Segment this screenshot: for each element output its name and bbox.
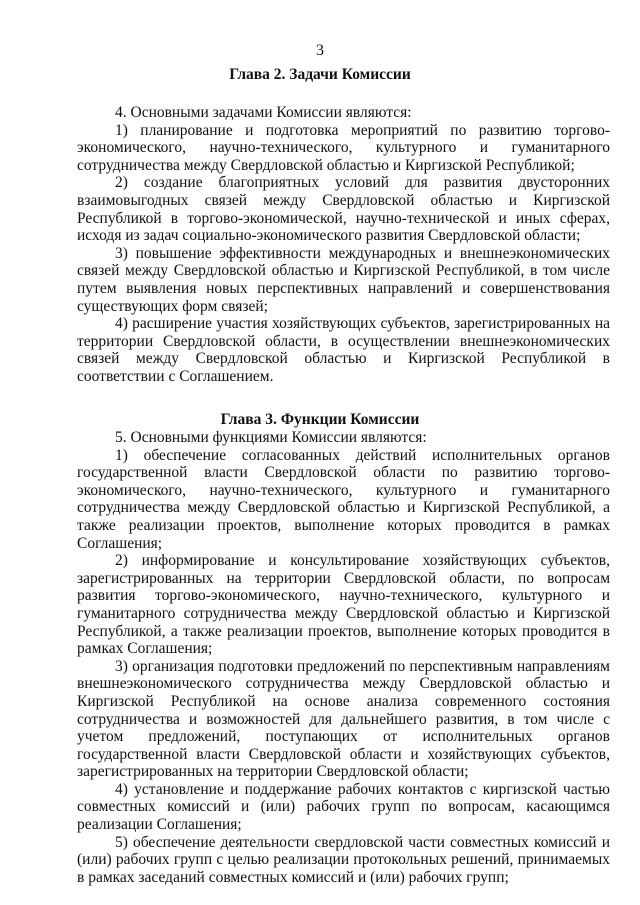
paragraph: 3) организация подготовки предложений по перспективным направлениям внешнеэкономического сотрудничества между Свердловской областью и Киргизской Республикой на основе анализа современного состояния сотрудничества и возможностей для дальнейшего развития, в том числе с учетом предложений, поступающих от исполнительных органов государственной власти Свердловской области и хозяйствующих субъектов, зарегистрированных на территории Свердловской области; bbox=[77, 657, 610, 781]
paragraph: 4. Основными задачами Комиссии являются: bbox=[115, 104, 412, 121]
chapter-2-body bbox=[77, 104, 610, 386]
paragraph: 5) обеспечение деятельности свердловской части совместных комиссий и (или) рабочих групп с целью реализации протокольных решений, принимаемых в рамках заседаний совместных комиссий и (или) рабочих групп; bbox=[77, 833, 610, 886]
chapter-3-body bbox=[77, 429, 610, 886]
paragraph: 5. Основными функциями Комиссии являются: bbox=[115, 429, 427, 446]
chapter-2-heading: Глава 2. Задачи Комиссии bbox=[229, 66, 411, 83]
chapter-3-heading: Глава 3. Функции Комиссии bbox=[220, 411, 420, 428]
page-number: 3 bbox=[316, 42, 324, 59]
paragraph: 1) планирование и подготовка мероприятий по развитию торгово-экономического, научно-технического, культурного и гуманитарного сотрудничества между Свердловской областью и Киргизской Республикой; bbox=[77, 121, 610, 174]
paragraph: 3) повышение эффективности международных и внешнеэкономических связей между Свердловской областью и Киргизской Республикой, в том числе путем выявления новых перспективных направлений и совершенствования существующих форм связей; bbox=[77, 244, 610, 315]
paragraph: 4) расширение участия хозяйствующих субъектов, зарегистрированных на территории Свердловской области, в осуществлении внешнеэкономических связей между Свердловской областью и Киргизской Республикой в соответствии с Соглашением. bbox=[77, 315, 610, 385]
paragraph: 2) информирование и консультирование хозяйствующих субъектов, зарегистрированных на территории Свердловской области, по вопросам развития торгово-экономического, научно-технического, культурного и гуманитарного сотрудничества между Свердловской областью и Киргизской Республикой, а также реализации проектов, выполнение которых проводится в рамках Соглашения; bbox=[77, 552, 610, 658]
paragraph: 4) установление и поддержание рабочих контактов с киргизской частью совместных комиссий и (или) рабочих групп по вопросам, касающимся реализации Соглашения; bbox=[77, 780, 610, 834]
paragraph: 2) создание благоприятных условий для развития двусторонних взаимовыгодных связей между Свердловской областью и Киргизской Республикой в торгово-экономической, научно-технической и иных сферах, исходя из задач социально-экономического развития Свердловской области; bbox=[77, 174, 610, 245]
paragraph: 1) обеспечение согласованных действий исполнительных органов государственной власти Свердловской области по развитию торгово-экономического, научно-технического, культурного и гуманитарного сотрудничества между Свердловской областью и Киргизской Республикой, а также реализации проектов, выполнение которых проводится в рамках Соглашения; bbox=[77, 446, 610, 552]
